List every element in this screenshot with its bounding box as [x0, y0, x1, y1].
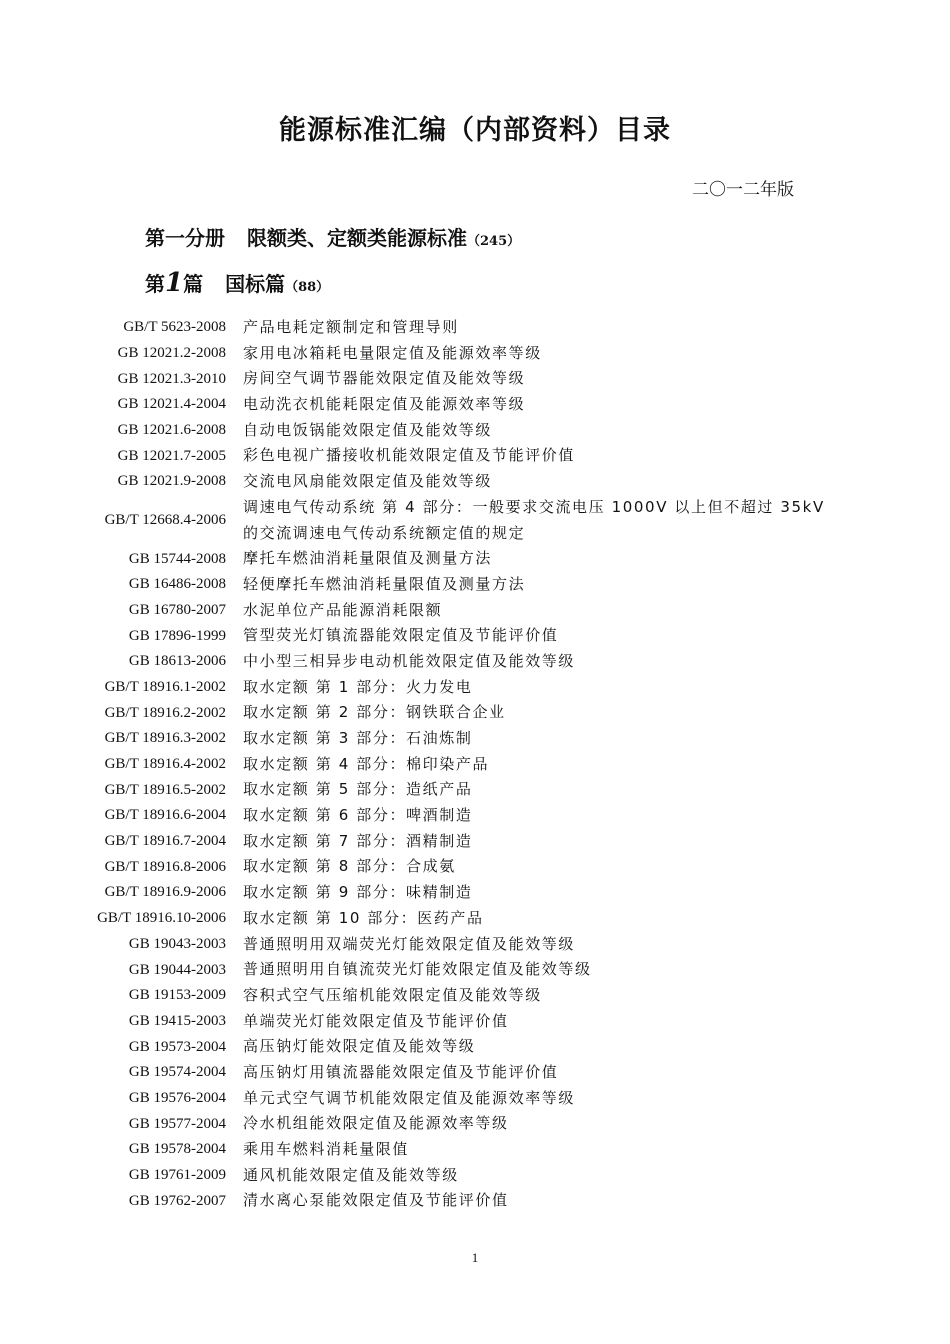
- chapter-count: （88）: [285, 280, 330, 295]
- standard-title: 取水定额 第 3 部分：石油炼制: [243, 729, 473, 748]
- list-item: [0, 495, 950, 546]
- standard-code: GB/T 18916.3-2002: [104, 730, 226, 747]
- list-item: [0, 341, 950, 367]
- list-item: [0, 649, 950, 675]
- standard-title: 取水定额 第 2 部分：钢铁联合企业: [243, 703, 506, 722]
- list-item: [0, 880, 950, 906]
- standard-code: GB 19577-2004: [128, 1115, 226, 1132]
- standard-code: GB 19762-2007: [128, 1192, 226, 1209]
- standards-list: [0, 315, 950, 1214]
- volume-name: 限额类、定额类能源标准: [247, 226, 467, 250]
- standard-title: 产品电耗定额制定和管理导则: [243, 318, 459, 336]
- list-item: [0, 366, 950, 392]
- standard-code: GB 16486-2008: [128, 576, 226, 593]
- standard-code: GB/T 18916.4-2002: [104, 756, 226, 773]
- volume-count: （245）: [467, 234, 521, 249]
- list-item: [0, 854, 950, 880]
- standard-title: 电动洗衣机能耗限定值及能源效率等级: [243, 395, 526, 414]
- standard-code: GB 19576-2004: [128, 1089, 226, 1106]
- standard-title: 管型荧光灯镇流器能效限定值及节能评价值: [243, 626, 559, 645]
- standard-title: 彩色电视广播接收机能效限定值及节能评价值: [243, 446, 576, 465]
- standard-title: 容积式空气压缩机能效限定值及能效等级: [243, 985, 542, 1004]
- list-item: [0, 957, 950, 983]
- chapter-name: 国标篇: [225, 272, 286, 296]
- standard-title: 轻便摩托车燃油消耗量限值及测量方法: [243, 574, 526, 593]
- standard-code: GB/T 18916.8-2006: [104, 858, 226, 875]
- standard-title: 高压钠灯能效限定值及能效等级: [243, 1037, 476, 1056]
- standard-code: GB 18613-2006: [128, 653, 226, 670]
- standard-code: GB 12021.2-2008: [117, 345, 226, 362]
- list-item: [0, 1060, 950, 1086]
- chapter-prefix: 第: [145, 272, 165, 296]
- standard-title: 普通照明用双端荧光灯能效限定值及能效等级: [243, 934, 576, 953]
- standard-code: GB/T 18916.6-2004: [104, 807, 226, 824]
- list-item: [0, 598, 950, 624]
- standard-code: GB/T 18916.9-2006: [104, 884, 226, 901]
- standard-title: 自动电饭锅能效限定值及能效等级: [243, 420, 493, 439]
- standard-title: 取水定额 第 1 部分：火力发电: [243, 677, 473, 696]
- standard-code: GB/T 18916.7-2004: [104, 833, 226, 850]
- list-item: [0, 443, 950, 469]
- standard-code: GB/T 18916.1-2002: [104, 678, 226, 695]
- list-item: [0, 1086, 950, 1112]
- list-item: [0, 546, 950, 572]
- standard-title: 取水定额 第 8 部分：合成氨: [243, 857, 456, 876]
- list-item: [0, 803, 950, 829]
- standard-code: GB 12021.4-2004: [117, 396, 226, 413]
- list-item: [0, 623, 950, 649]
- standard-code: GB 19153-2009: [128, 987, 226, 1004]
- standard-title: 取水定额 第 9 部分：味精制造: [243, 883, 473, 902]
- standard-title: 水泥单位产品能源消耗限额: [243, 600, 443, 619]
- edition-label: 二〇一二年版: [692, 180, 794, 200]
- list-item: [0, 572, 950, 598]
- standard-code: GB 12021.7-2005: [117, 447, 226, 464]
- standard-title: 摩托车燃油消耗量限值及测量方法: [243, 549, 493, 568]
- page-number: 1: [471, 1250, 479, 1265]
- standard-title: 高压钠灯用镇流器能效限定值及节能评价值: [243, 1062, 559, 1081]
- standard-code: GB 12021.6-2008: [117, 422, 226, 439]
- standard-title: 清水离心泵能效限定值及节能评价值: [243, 1191, 509, 1210]
- list-item: [0, 932, 950, 958]
- list-item: [0, 675, 950, 701]
- standard-title: 冷水机组能效限定值及能源效率等级: [243, 1114, 509, 1133]
- chapter-heading: [145, 268, 329, 298]
- list-item: [0, 752, 950, 778]
- standard-title: 取水定额 第 4 部分：棉印染产品: [243, 754, 490, 773]
- list-item: [0, 315, 950, 341]
- standard-code: GB/T 5623-2008: [123, 319, 226, 336]
- standard-title: 取水定额 第 10 部分：医药产品: [243, 908, 484, 927]
- list-item: [0, 1111, 950, 1137]
- standard-code: GB/T 18916.5-2002: [104, 781, 226, 798]
- standard-title: 单端荧光灯能效限定值及节能评价值: [243, 1011, 509, 1030]
- standard-title: 取水定额 第 7 部分：酒精制造: [243, 831, 473, 850]
- list-item: [0, 469, 950, 495]
- list-item: [0, 392, 950, 418]
- standard-code: GB/T 18916.10-2006: [97, 910, 226, 927]
- standard-code: GB 19578-2004: [128, 1141, 226, 1158]
- standard-title: 交流电风扇能效限定值及能效等级: [243, 472, 493, 491]
- standard-code: GB 16780-2007: [128, 601, 226, 618]
- standard-code: GB 17896-1999: [128, 627, 226, 644]
- standard-title: 取水定额 第 6 部分：啤酒制造: [243, 806, 473, 825]
- standard-title: 单元式空气调节机能效限定值及能源效率等级: [243, 1088, 576, 1107]
- standard-code: GB 19415-2003: [128, 1012, 226, 1029]
- standard-code: GB 19043-2003: [128, 935, 226, 952]
- standard-title: 取水定额 第 5 部分：造纸产品: [243, 780, 473, 799]
- standard-code: GB 19044-2003: [128, 961, 226, 978]
- standard-title: 家用电冰箱耗电量限定值及能源效率等级: [243, 343, 542, 362]
- list-item: [0, 777, 950, 803]
- chapter-suffix: 篇: [183, 272, 204, 296]
- volume-heading: [145, 222, 520, 251]
- standard-code: GB 15744-2008: [128, 550, 226, 567]
- volume-label: 第一分册: [145, 226, 225, 250]
- standard-title: 房间空气调节器能效限定值及能效等级: [243, 369, 526, 388]
- list-item: [0, 418, 950, 444]
- list-item: [0, 726, 950, 752]
- list-item: [0, 829, 950, 855]
- standard-title: 乘用车燃料消耗量限值: [243, 1140, 410, 1159]
- standard-code: GB 19574-2004: [128, 1064, 226, 1081]
- list-item: [0, 906, 950, 932]
- list-item: [0, 1188, 950, 1214]
- standard-title: 调速电气传动系统 第 4 部分：一般要求交流电压 1000V 以上但不超过 35kV 的交流调速电气传动系统额定值的规定: [243, 497, 825, 542]
- chapter-number: 1: [165, 268, 184, 298]
- list-item: [0, 700, 950, 726]
- list-item: [0, 1137, 950, 1163]
- standard-title: 普通照明用自镇流荧光灯能效限定值及能效等级: [243, 960, 592, 979]
- standard-code: GB/T 12668.4-2006: [104, 512, 226, 528]
- list-item: [0, 1034, 950, 1060]
- standard-code: GB/T 18916.2-2002: [104, 704, 226, 721]
- document-title: 能源标准汇编（内部资料）目录: [279, 115, 671, 146]
- list-item: [0, 1009, 950, 1035]
- list-item: [0, 1163, 950, 1189]
- list-item: [0, 983, 950, 1009]
- standard-title: 中小型三相异步电动机能效限定值及能效等级: [243, 651, 576, 670]
- standard-title: 通风机能效限定值及能效等级: [243, 1165, 459, 1184]
- standard-code: GB 19573-2004: [128, 1038, 226, 1055]
- standard-code: GB 19761-2009: [128, 1167, 226, 1184]
- standard-code: GB 12021.3-2010: [117, 370, 226, 387]
- standard-code: GB 12021.9-2008: [117, 473, 226, 490]
